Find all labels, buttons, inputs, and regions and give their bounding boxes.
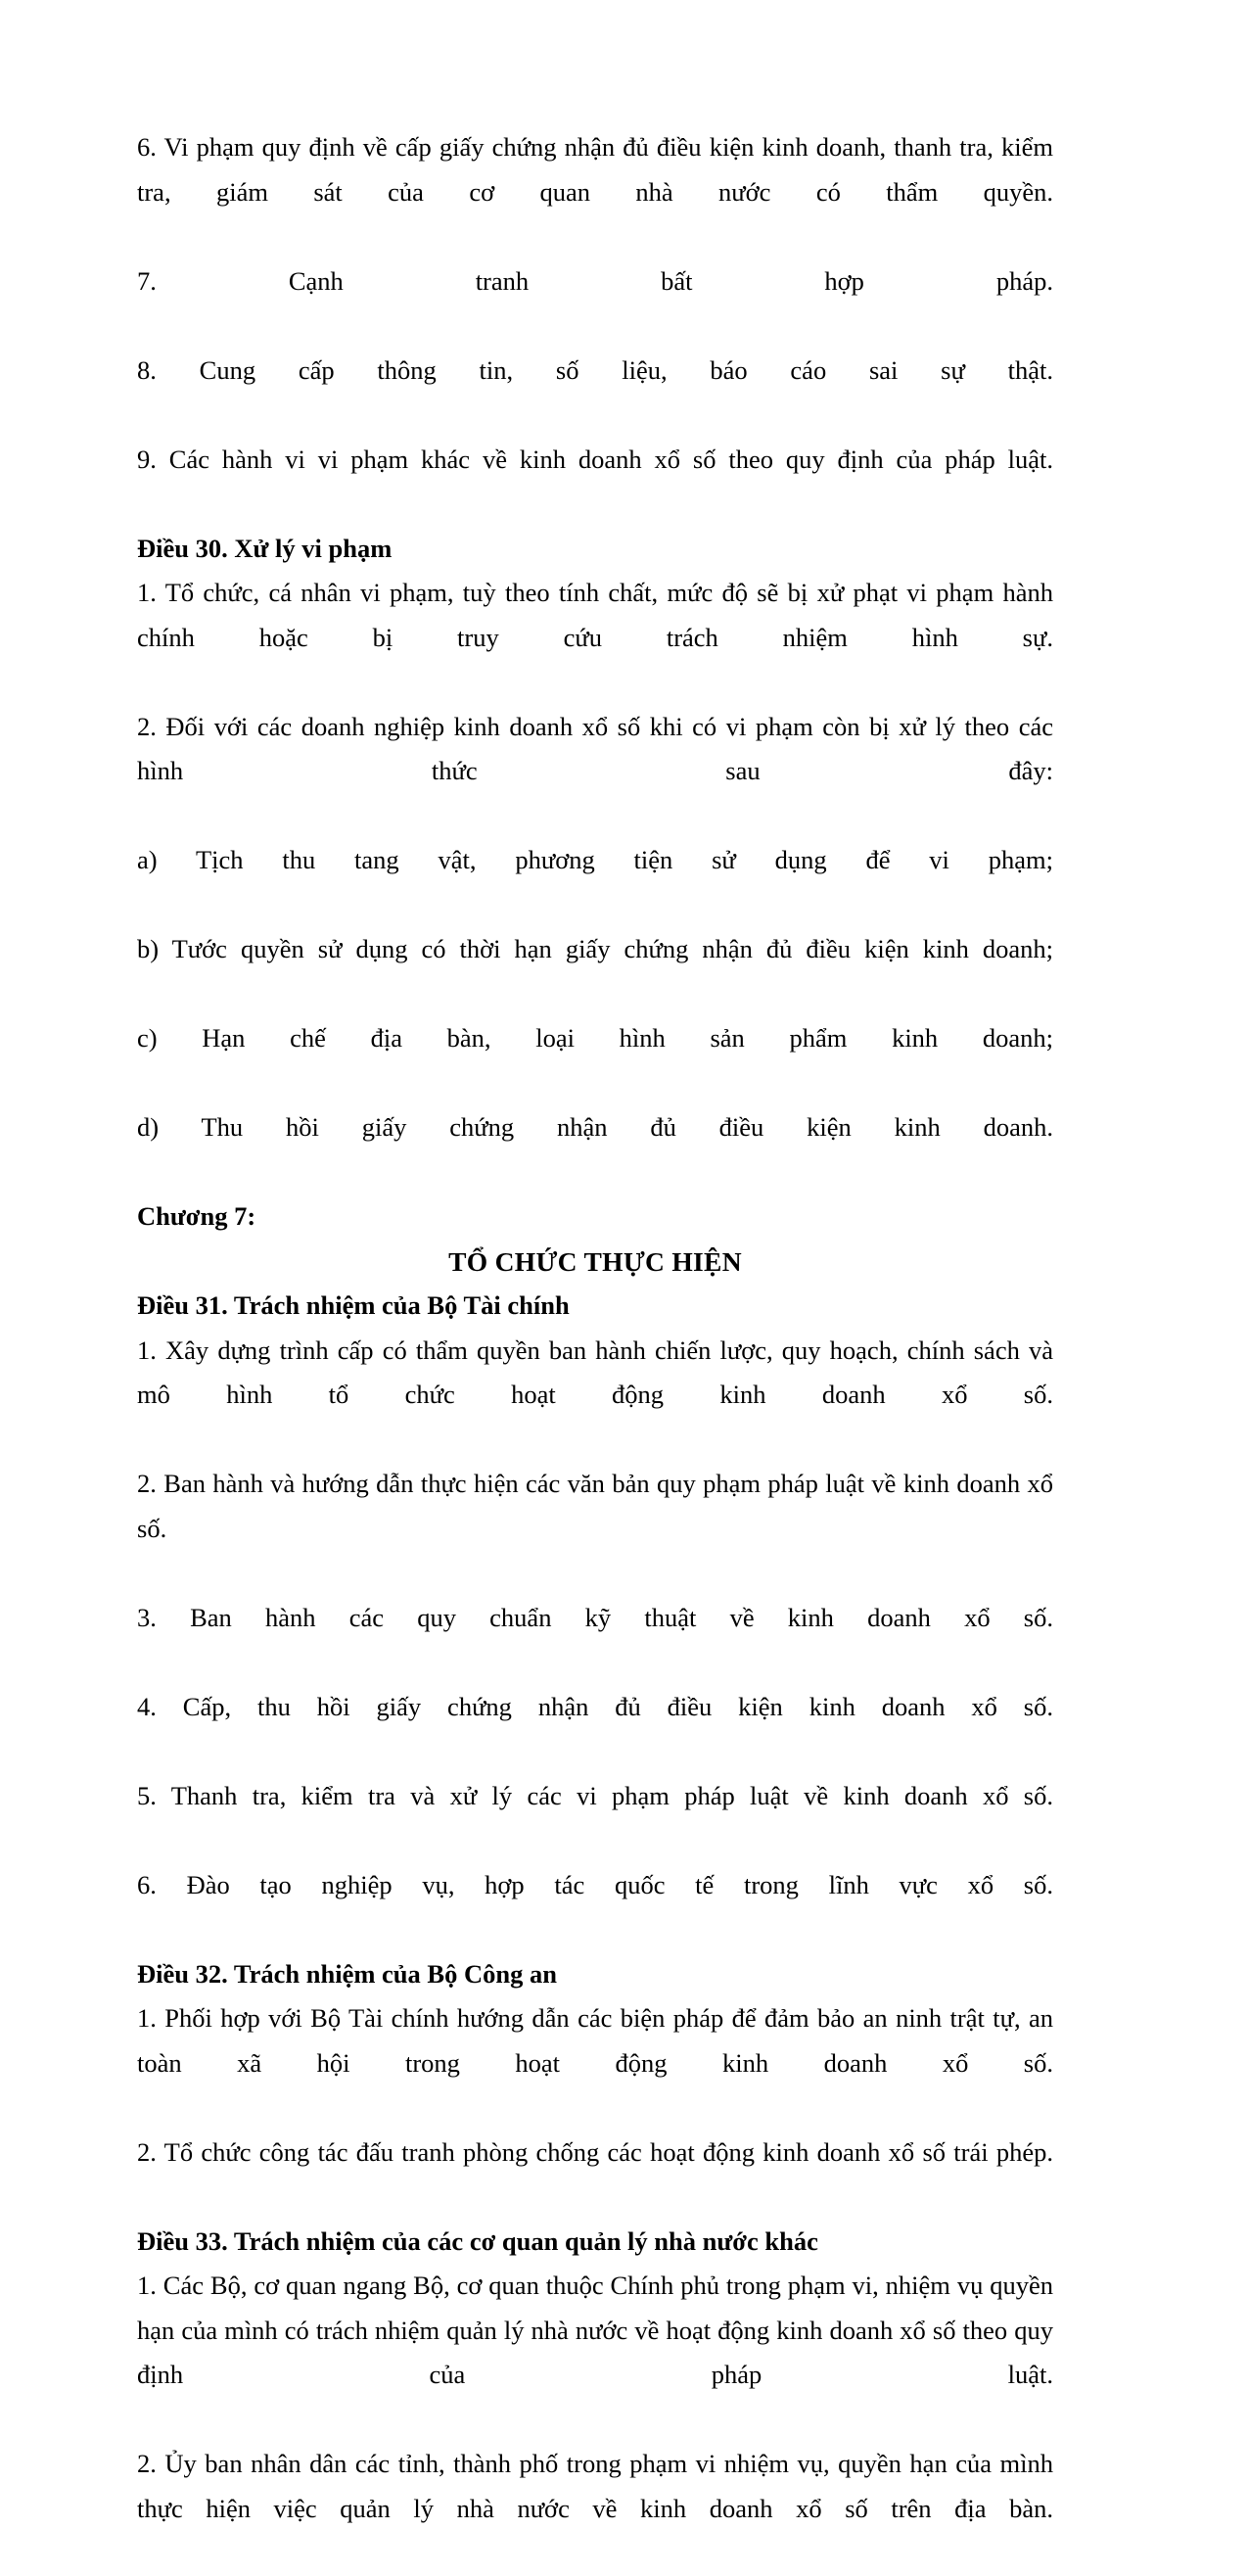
article-heading-dieu-33: Điều 33. Trách nhiệm của các cơ quan quản lý nhà nước khác xyxy=(137,2225,818,2256)
list-item: b) Tước quyền sử dụng có thời hạn giấy chứng nhận đủ điều kiện kinh doanh; xyxy=(137,934,1053,963)
list-item: 4. Cấp, thu hồi giấy chứng nhận đủ điều kiện kinh doanh xổ số. xyxy=(137,1691,1053,1721)
list-item: 6. Vi phạm quy định về cấp giấy chứng nhận đủ điều kiện kinh doanh, thanh tra, kiểm tra, giám sát của cơ quan nhà nước có thẩm quyền. xyxy=(137,132,1053,207)
list-item: 3. Ban hành các quy chuẩn kỹ thuật về kinh doanh xổ số. xyxy=(137,1602,1053,1632)
chapter-title: TỔ CHỨC THỰC HIỆN xyxy=(448,1245,742,1277)
list-item: c) Hạn chế địa bàn, loại hình sản phẩm kinh doanh; xyxy=(137,1023,1053,1053)
list-item: 7. Cạnh tranh bất hợp pháp. xyxy=(137,265,1053,296)
list-item: 1. Xây dựng trình cấp có thẩm quyền ban hành chiến lược, quy hoạch, chính sách và mô hình tổ chức hoạt động kinh doanh xổ số. xyxy=(137,1335,1053,1409)
list-item: 6. Đào tạo nghiệp vụ, hợp tác quốc tế trong lĩnh vực xổ số. xyxy=(137,1869,1053,1899)
article-heading-dieu-31: Điều 31. Trách nhiệm của Bộ Tài chính xyxy=(137,1290,570,1320)
list-item: 1. Tổ chức, cá nhân vi phạm, tuỳ theo tính chất, mức độ sẽ bị xử phạt vi phạm hành chính hoặc bị truy cứu trách nhiệm hình sự. xyxy=(137,578,1053,652)
article-heading-dieu-30: Điều 30. Xử lý vi phạm xyxy=(137,533,393,563)
list-item: 2. Ủy ban nhân dân các tỉnh, thành phố trong phạm vi nhiệm vụ, quyền hạn của mình thực hiện việc quản lý nhà nước về kinh doanh xổ số trên địa bàn. xyxy=(137,2449,1053,2523)
chapter-label: Chương 7: xyxy=(137,1201,256,1231)
list-item: 5. Thanh tra, kiểm tra và xử lý các vi phạm pháp luật về kinh doanh xổ số. xyxy=(137,1780,1053,1810)
article-heading-dieu-32: Điều 32. Trách nhiệm của Bộ Công an xyxy=(137,1958,557,1989)
document-body xyxy=(137,125,1053,2576)
list-item: 2. Ban hành và hướng dẫn thực hiện các văn bản quy phạm pháp luật về kinh doanh xổ số. xyxy=(137,1469,1053,1543)
list-item: 8. Cung cấp thông tin, số liệu, báo cáo sai sự thật. xyxy=(137,354,1053,385)
list-item: 9. Các hành vi vi phạm khác về kinh doanh xổ số theo quy định của pháp luật. xyxy=(137,444,1053,474)
list-item: d) Thu hồi giấy chứng nhận đủ điều kiện kinh doanh. xyxy=(137,1112,1053,1142)
list-item: a) Tịch thu tang vật, phương tiện sử dụng để vi phạm; xyxy=(137,845,1053,874)
list-item: 2. Đối với các doanh nghiệp kinh doanh xổ số khi có vi phạm còn bị xử lý theo các hình thức sau đây: xyxy=(137,711,1053,785)
list-item: 2. Tổ chức công tác đấu tranh phòng chống các hoạt động kinh doanh xổ số trái phép. xyxy=(137,2136,1053,2167)
list-item: 1. Phối hợp với Bộ Tài chính hướng dẫn các biện pháp để đảm bảo an ninh trật tự, an toàn xã hội trong hoạt động kinh doanh xổ số. xyxy=(137,2003,1053,2078)
list-item: 1. Các Bộ, cơ quan ngang Bộ, cơ quan thuộc Chính phủ trong phạm vi, nhiệm vụ quyền hạn của mình có trách nhiệm quản lý nhà nước về hoạt động kinh doanh xổ số theo quy định của pháp luật. xyxy=(137,2271,1053,2389)
